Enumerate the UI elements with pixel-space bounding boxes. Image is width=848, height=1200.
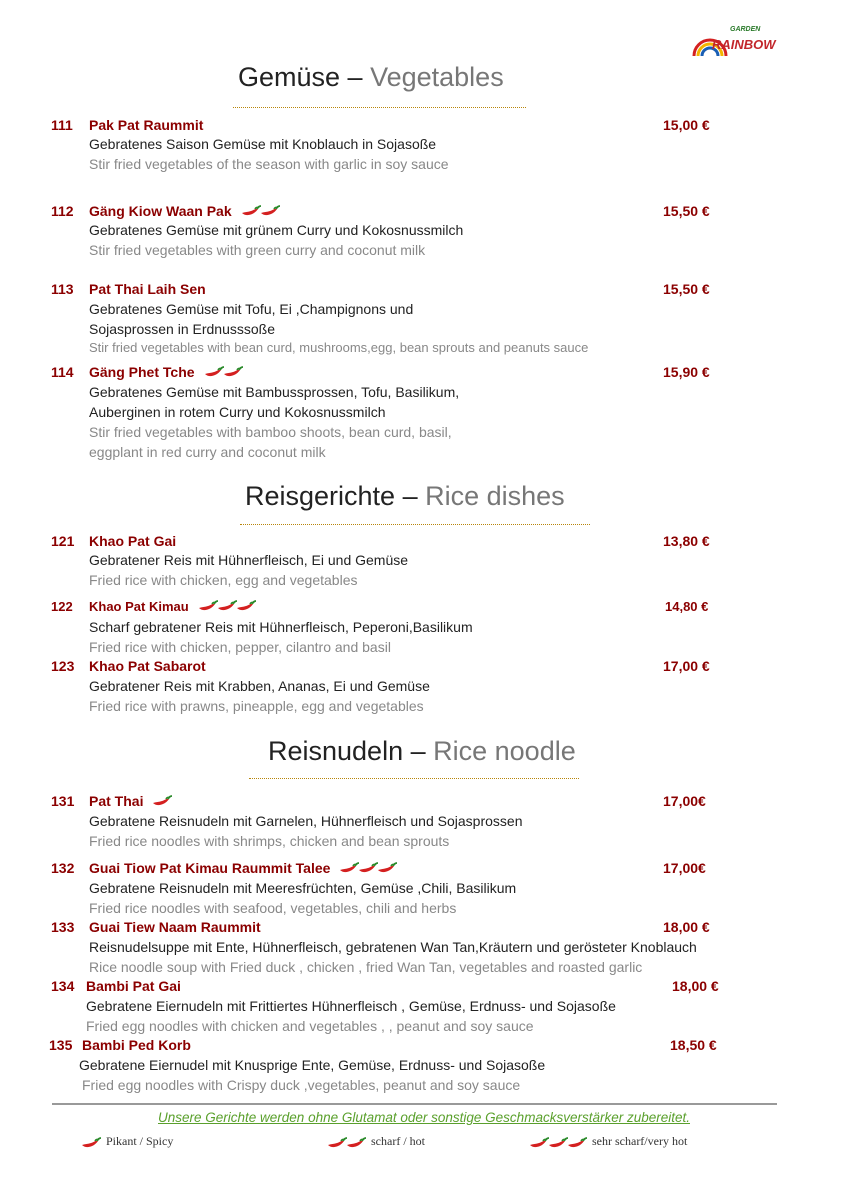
item-name: Pat Thai Laih Sen <box>89 281 206 297</box>
section-title-sep: – <box>395 481 426 511</box>
legend-label: sehr scharf/very hot <box>592 1134 688 1148</box>
item-price: 14,80 € <box>665 599 709 614</box>
item-price: 15,50 € <box>663 281 710 297</box>
chili-icon <box>151 794 173 808</box>
item-description-de: Sojasprossen in Erdnusssoße <box>89 321 275 337</box>
legend-hot <box>326 1134 425 1150</box>
section-title-vegetables <box>238 62 504 93</box>
item-description-en: Fried rice noodles with seafood, vegetables, chili and herbs <box>89 900 457 916</box>
item-description-en: Stir fried vegetables with bean curd, mushrooms,egg, bean sprouts and peanuts sauce <box>89 340 589 355</box>
item-description-de: Gebratene Eiernudeln mit Frittiertes Hühnerfleisch , Gemüse, Erdnuss- und Sojasoße <box>86 998 616 1014</box>
item-description-de: Gebratenes Gemüse mit grünem Curry und Kokosnussmilch <box>89 222 464 238</box>
section-title-de: Reisnudeln <box>268 736 404 766</box>
item-name <box>89 203 278 221</box>
legend-very-hot <box>528 1134 687 1150</box>
item-number: 135 <box>49 1037 73 1053</box>
item-name-text: Gäng Phet Tche <box>89 364 195 380</box>
chili-icons <box>326 1135 364 1150</box>
item-description-de: Gebratener Reis mit Krabben, Ananas, Ei und Gemüse <box>89 678 430 694</box>
item-description-en: Fried egg noodles with chicken and vegetables , , peanut and soy sauce <box>86 1018 534 1034</box>
logo-garden-text: GARDEN <box>730 26 761 33</box>
chili-icons <box>197 599 254 616</box>
item-name <box>89 793 170 811</box>
item-number: 121 <box>51 533 75 549</box>
section-title-rice-dishes <box>245 481 565 512</box>
chili-icons <box>151 794 170 811</box>
item-name <box>89 364 241 382</box>
title-divider <box>233 107 526 108</box>
item-number: 133 <box>51 919 75 935</box>
item-name-text: Khao Pat Kimau <box>89 599 189 614</box>
item-price: 18,00 € <box>672 978 719 994</box>
item-name-text: Guai Tiow Pat Kimau Raummit Talee <box>89 860 331 876</box>
item-description-de: Gebratene Eiernudel mit Knusprige Ente, Gemüse, Erdnuss- und Sojasoße <box>79 1057 546 1073</box>
item-name: Guai Tiew Naam Raummit <box>89 919 261 935</box>
chili-icon <box>345 1136 367 1150</box>
chili-icons <box>80 1135 99 1150</box>
item-price: 17,00 € <box>663 658 710 674</box>
item-description-de: Gebratene Reisnudeln mit Meeresfrüchten, Gemüse ,Chili, Basilikum <box>89 880 517 896</box>
chili-icons <box>528 1135 585 1150</box>
item-number: 111 <box>51 117 73 133</box>
item-description-en: Stir fried vegetables with green curry and coconut milk <box>89 242 426 258</box>
section-title-de: Reisgerichte <box>245 481 396 511</box>
item-price: 13,80 € <box>663 533 710 549</box>
legend-label: scharf / hot <box>371 1134 425 1148</box>
title-divider <box>240 524 590 525</box>
item-name <box>89 860 395 878</box>
item-price: 18,50 € <box>670 1037 717 1053</box>
item-number: 113 <box>51 281 74 297</box>
item-number: 112 <box>51 203 74 219</box>
footer-divider <box>52 1103 777 1105</box>
item-number: 123 <box>51 658 75 674</box>
chili-icon <box>376 861 398 875</box>
section-title-de: Gemüse <box>238 62 341 92</box>
item-description-de: Gebratenes Saison Gemüse mit Knoblauch in Sojasoße <box>89 136 437 152</box>
item-number: 122 <box>51 599 73 614</box>
chili-icons <box>203 365 241 382</box>
logo-rainbow-text: RAINBOW <box>712 37 776 52</box>
legend-label: Pikant / Spicy <box>106 1134 174 1148</box>
chili-icon <box>566 1136 588 1150</box>
title-divider <box>249 778 579 779</box>
item-description-de: Gebratenes Gemüse mit Tofu, Ei ,Champignons und <box>89 301 414 317</box>
item-description-en: Fried rice with chicken, egg and vegetables <box>89 572 358 588</box>
item-description-en: Rice noodle soup with Fried duck , chicken , fried Wan Tan, vegetables and roasted garlic <box>89 959 643 975</box>
item-price: 15,50 € <box>663 203 710 219</box>
section-title-rice-noodle <box>268 736 576 767</box>
item-name: Bambi Ped Korb <box>82 1037 191 1053</box>
item-price: 18,00 € <box>663 919 710 935</box>
section-title-en: Rice dishes <box>425 481 565 511</box>
item-name-text: Gäng Kiow Waan Pak <box>89 203 232 219</box>
item-description-de: Gebratene Reisnudeln mit Garnelen, Hühnerfleisch und Sojasprossen <box>89 813 523 829</box>
item-description-de: Gebratenes Gemüse mit Bambussprossen, Tofu, Basilikum, <box>89 384 460 400</box>
item-description-en: Fried rice with chicken, pepper, cilantro and basil <box>89 639 391 655</box>
item-description-en: eggplant in red curry and coconut milk <box>89 444 326 460</box>
item-description-de: Reisnudelsuppe mit Ente, Hühnerfleisch, gebratenen Wan Tan,Kräutern und gerösteter Knoblauch <box>89 939 697 955</box>
item-description-de: Scharf gebratener Reis mit Hühnerfleisch, Peperoni,Basilikum <box>89 619 473 635</box>
item-name: Bambi Pat Gai <box>86 978 181 994</box>
item-price: 17,00€ <box>663 793 706 809</box>
item-description-de: Gebratener Reis mit Hühnerfleisch, Ei und Gemüse <box>89 552 409 568</box>
item-number: 132 <box>51 860 75 876</box>
footer-note: Unsere Gerichte werden ohne Glutamat oder sonstige Geschmacksverstärker zubereitet. <box>158 1110 690 1125</box>
item-number: 134 <box>51 978 75 994</box>
item-description-en: Fried rice with prawns, pineapple, egg and vegetables <box>89 698 424 714</box>
item-name <box>89 599 254 616</box>
restaurant-logo <box>690 26 780 60</box>
item-description-en: Stir fried vegetables of the season with garlic in soy sauce <box>89 156 449 172</box>
chili-icon <box>235 599 257 613</box>
chili-icon <box>80 1136 102 1150</box>
item-name-text: Pat Thai <box>89 793 144 809</box>
item-price: 15,00 € <box>663 117 710 133</box>
section-title-en: Rice noodle <box>433 736 576 766</box>
item-description-en: Fried rice noodles with shrimps, chicken and bean sprouts <box>89 833 450 849</box>
item-number: 131 <box>51 793 75 809</box>
item-name: Khao Pat Gai <box>89 533 177 549</box>
section-title-sep: – <box>403 736 434 766</box>
item-description-de: Auberginen in rotem Curry und Kokosnussmilch <box>89 404 386 420</box>
chili-icon <box>259 204 281 218</box>
item-price: 15,90 € <box>663 364 710 380</box>
item-name: Khao Pat Sabarot <box>89 658 206 674</box>
chili-icons <box>240 204 278 221</box>
chili-icons <box>338 861 395 878</box>
section-title-sep: – <box>340 62 371 92</box>
item-description-en: Stir fried vegetables with bamboo shoots, bean curd, basil, <box>89 424 452 440</box>
legend-spicy <box>80 1134 173 1150</box>
item-description-en: Fried egg noodles with Crispy duck ,vegetables, peanut and soy sauce <box>82 1077 521 1093</box>
item-name: Pak Pat Raummit <box>89 117 204 133</box>
item-number: 114 <box>51 364 74 380</box>
section-title-en: Vegetables <box>370 62 504 92</box>
item-price: 17,00€ <box>663 860 706 876</box>
chili-icon <box>222 365 244 379</box>
